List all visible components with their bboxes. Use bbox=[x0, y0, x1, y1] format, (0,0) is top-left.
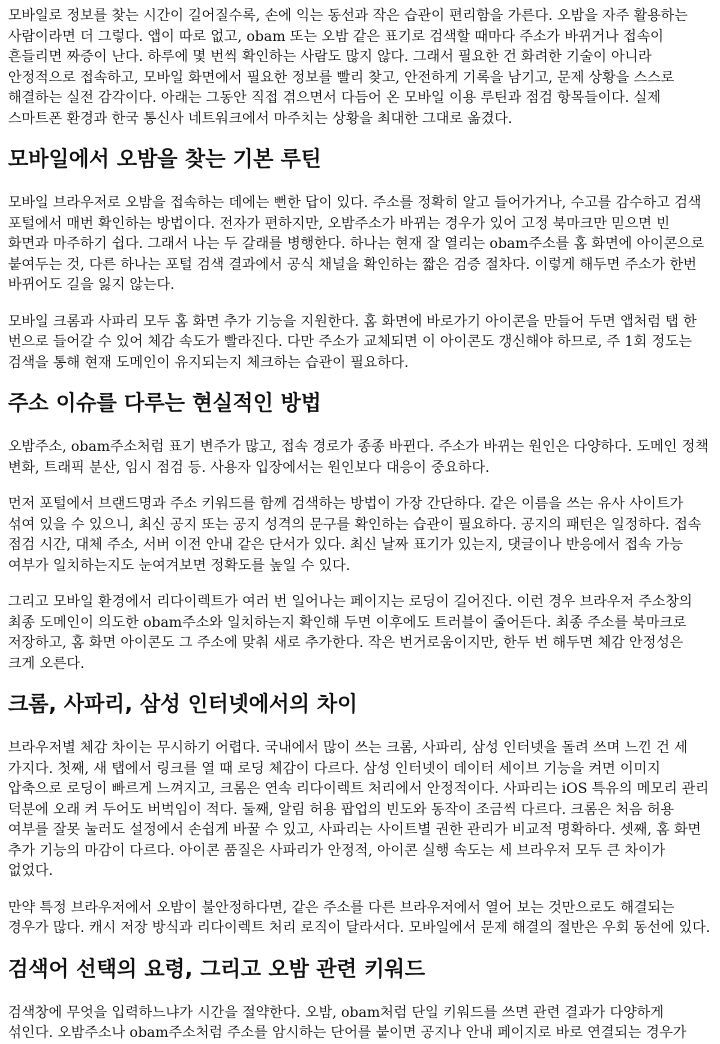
paragraph: 브라우저별 체감 차이는 무시하기 어렵다. 국내에서 많이 쓰는 크롬, 사파리, 삼성 인터넷을 돌려 쓰며 느낀 건 세 가지다. 첫째, 새 탭에서 링크를 열 때 로딩 체감이 다르다. 삼성 인터넷이 데이터 세이브 기능을 켜면 이미지 압축으로 로딩이 빠르게 느껴지고, 크롬은 연속 리다이렉트 처리에서 안정적이다. 사파리는 iOS 특유의 메모리 관리 덕분에 오래 켜 두어도 버벅임이 적다. 둘째, 알림 허용 팝업의 빈도와 동작이 조금씩 다르다. 크롬은 처음 허용 여부를 잘못 눌러도 설정에서 손쉽게 바꿀 수 있고, 사파리는 사이트별 권한 관리가 비교적 명확하다. 셋째, 홈 화면 추가 기능의 마감이 다르다. 아이콘 품질은 사파리가 안정적, 아이콘 실행 속도는 세 브라우저 모두 큰 차이가 없었다. bbox=[8, 740, 709, 879]
paragraph: 오밤주소, obam주소처럼 표기 변주가 많고, 접속 경로가 종종 바뀐다. 주소가 바뀌는 원인은 다양하다. 도메인 정책 변화, 트래픽 분산, 임시 점검 등. 사용자 입장에서는 원인보다 대응이 중요하다. bbox=[8, 439, 709, 476]
paragraph: 그리고 모바일 환경에서 리다이렉트가 여러 번 일어나는 페이지는 로딩이 길어진다. 이런 경우 브라우저 주소창의 최종 도메인이 의도한 obam주소와 일치하는지 확인해 두면 이후에도 트러블이 줄어든다. 최종 주소를 북마크로 저장하고, 홈 화면 아이콘도 그 주소에 맞춰 새로 추가한다. 작은 번거로움이지만, 한두 번 해두면 체감 안정성은 크게 오른다. bbox=[8, 594, 693, 672]
section-heading-basic-routine: 모바일에서 오밤을 찾는 기본 루틴 bbox=[8, 147, 322, 171]
paragraph: 먼저 포털에서 브랜드명과 주소 키워드를 함께 검색하는 방법이 가장 간단하다. 같은 이름을 쓰는 유사 사이트가 섞여 있을 수 있으니, 최신 공지 또는 공지 성격의 문구를 확인하는 습관이 필요하다. 공지의 패턴은 일정하다. 접속 점검 시간, 대체 주소, 서버 이전 안내 같은 단서가 있다. 최신 날짜 표기가 있는지, 댓글이나 반응에서 접속 가능 여부가 일치하는지도 눈여겨보면 정확도를 높일 수 있다. bbox=[8, 496, 702, 574]
section-heading-browser-differences: 크롬, 사파리, 삼성 인터넷에서의 차이 bbox=[8, 692, 358, 716]
section-heading-search-keywords: 검색어 선택의 요령, 그리고 오밤 관련 키워드 bbox=[8, 956, 425, 981]
paragraph: 모바일 브라우저로 오밤을 접속하는 데에는 뻔한 답이 있다. 주소를 정확히 알고 들어가거나, 수고를 감수하고 검색 포털에서 매번 확인하는 방법이다. 전자가 편하지만, 오밤주소가 바뀌는 경우가 있어 고정 북마크만 믿으면 빈 화면과 마주하기 쉽다. 그래서 나는 두 갈래를 병행한다. 하나는 현재 잘 열리는 obam주소를 홈 화면에 아이콘으로 붙여두는 것, 다른 하나는 포털 검색 결과에서 공식 채널을 확인하는 짧은 검증 절차다. 이렇게 해두면 주소가 한번 바뀌어도 길을 잃지 않는다. bbox=[8, 195, 705, 293]
paragraph: 모바일 크롬과 사파리 모두 홈 화면 추가 기능을 지원한다. 홈 화면에 바로가기 아이콘을 만들어 두면 앱처럼 탭 한 번으로 들어갈 수 있어 체감 속도가 빨라진다. 다만 주소가 교체되면 이 아이콘도 갱신해야 하므로, 주 1회 정도는 검색을 통해 현재 도메인이 유지되는지 체크하는 습관이 필요하다. bbox=[8, 313, 697, 371]
paragraph: 만약 특정 브라우저에서 오밤이 불안정하다면, 같은 주소를 다른 브라우저에서 열어 보는 것만으로도 해결되는 경우가 많다. 캐시 저장 방식과 리다이렉트 처리 로직이 달라서다. 모바일에서 문제 해결의 절반은 우회 동선에 있다. bbox=[8, 899, 711, 936]
paragraph: 검색창에 무엇을 입력하느냐가 시간을 절약한다. 오밤, obam처럼 단일 키워드를 쓰면 관련 결과가 다양하게 섞인다. 오밤주소나 obam주소처럼 주소를 암시하는 단어를 붙이면 공지나 안내 페이지로 바로 연결되는 경우가 bbox=[8, 1004, 687, 1041]
section-heading-address-issues: 주소 이슈를 다루는 현실적인 방법 bbox=[8, 391, 322, 415]
intro-paragraph: 모바일로 정보를 찾는 시간이 길어질수록, 손에 익는 동선과 작은 습관이 편리함을 가른다. 오밤을 자주 활용하는 사람이라면 더 그렇다. 앱이 따로 없고, obam 또는 오밤 같은 표기로 검색할 때마다 주소가 바뀌거나 접속이 흔들리면 짜증이 난다. 하루에 몇 번씩 확인하는 사람도 많지 않다. 그래서 필요한 건 화려한 기술이 아니라 안정적으로 접속하고, 모바일 화면에서 필요한 정보를 빨리 찾고, 안전하게 기록을 남기고, 문제 상황을 스스로 해결하는 실전 감각이다. 아래는 그동안 직접 겪으면서 다듬어 온 모바일 이용 루틴과 점검 항목들이다. 실제 스마트폰 환경과 한국 통신사 네트워크에서 마주치는 상황을 최대한 그대로 옮겼다. bbox=[8, 8, 688, 127]
